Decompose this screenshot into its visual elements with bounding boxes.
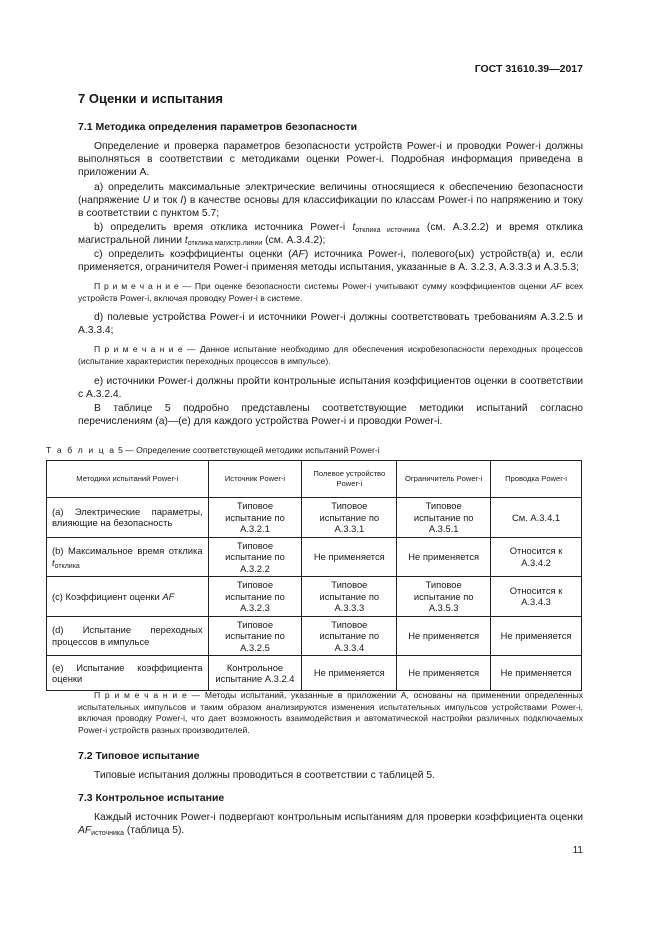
section-7-title: 7 Оценки и испытания — [78, 91, 223, 106]
table-cell: Типовое испытание по А.3.2.3 — [208, 577, 302, 617]
table-cell: Типовое испытание по А.3.5.1 — [397, 498, 491, 538]
table-cell: (b) Максимальное время отклика $t_{отклика}$ — [47, 537, 209, 577]
table-cell: (d) Испытание переходных процессов в импульсе — [47, 616, 209, 656]
table-row — [47, 656, 582, 691]
note-1: П р и м е ч а н и е — При оценке безопасности системы Power-i учитывают сумму коэффициентов оценки AF всех устройств Power-i, включая проводку Power-i в системе. — [78, 281, 584, 303]
item-e: e) источники Power-i должны пройти контрольные испытания коэффициентов оценки в соответствии с А.3.2.4. — [78, 376, 583, 401]
page-number: 11 — [572, 845, 583, 856]
table-row — [47, 498, 582, 538]
table-header-cell: Ограничитель Power-i — [397, 461, 491, 498]
item-d: d) полевые устройства Power-i и источники Power-i должны соответствовать требованиям А.3.2.5 и А.3.3.4; — [78, 312, 583, 337]
section-7-3-title: 7.3 Контрольное испытание — [78, 792, 225, 804]
table-row — [47, 616, 582, 656]
table-5 — [46, 460, 582, 691]
table-header-cell: Полевое устройство Power-i — [302, 461, 397, 498]
table-cell: Относится к А.3.4.3 — [491, 577, 582, 617]
note-2: П р и м е ч а н и е — Данное испытание необходимо для обеспечения искробезопасности переходных процессов (испытание характеристик переходных процессов в импульсе). — [78, 344, 583, 366]
table-cell: Не применяется — [397, 616, 491, 656]
table-cell: Не применяется — [397, 537, 491, 577]
section-7-3-text: Каждый источник Power-i подвергают контрольным испытаниям для проверки коэффициента оценки $AF_{источника}$ (таблица 5). — [78, 812, 583, 838]
table-5-caption: Т а б л и ц а 5 — Определение соответствующей методики испытаний Power-i — [46, 445, 380, 455]
table-cell: Не применяется — [491, 616, 582, 656]
table-cell: (а) Электрические параметры, влияющие на безопасность — [47, 498, 209, 538]
item-c: c) определить коэффициенты оценки (AF) источника Power-i, полевого(ых) устройств(а) и, если применяется, ограничителя Power-i применяя методы испытания, указанные в А. 3.2.3, А.3.3.3 и А.3.5.3; — [78, 249, 583, 274]
table-row — [47, 537, 582, 577]
table-cell: Типовое испытание по А.3.5.3 — [397, 577, 491, 617]
table-cell: Относится к А.3.4.2 — [491, 537, 582, 577]
table-cell: Не применяется — [302, 656, 397, 691]
table-cell: Типовое испытание по А.3.2.5 — [208, 616, 302, 656]
section-7-2-text: Типовые испытания должны проводиться в соответствии с таблицей 5. — [94, 770, 435, 781]
table-cell: Типовое испытание по А.3.3.1 — [302, 498, 397, 538]
table-cell: Не применяется — [491, 656, 582, 691]
table-cell: (e) Испытание коэффициента оценки — [47, 656, 209, 691]
table-cell: См. А.3.4.1 — [491, 498, 582, 538]
table-header-cell: Проводка Power-i — [491, 461, 582, 498]
table-cell: Типовое испытание по А.3.2.2 — [208, 537, 302, 577]
item-b: b) определить время отклика источника Power-i $t_{отклика источника}$ (см. А.3.2.2) и время отклика магистральной линии $t_{отклика магистр.линии}$ (см. А.3.4.2); — [78, 222, 583, 248]
note-3: П р и м е ч а н и е — Методы испытаний, указанные в приложении А, основаны на применении определенных испытательных импульсов и таким образом анализируются изменения испытательных импульсов устройствами Power-i, включая проводку Power-i, что дает возможность взаимодействия и автоматической настройки различных подключаемых Power-i устройств разных производителей. — [78, 690, 584, 735]
section-7-2-title: 7.2 Типовое испытание — [78, 750, 200, 762]
intro-paragraph: Определение и проверка параметров безопасности устройств Power-i и проводки Power-i должны выполняться в соответствии с методиками оценки Power-i. Подробная информация приведена в приложении А. — [78, 141, 583, 179]
table-header-row — [47, 461, 582, 498]
table-cell: Типовое испытание по А.3.3.4 — [302, 616, 397, 656]
section-7-1-title: 7.1 Методика определения параметров безопасности — [78, 121, 358, 133]
table-header-cell: Источник Power-i — [208, 461, 302, 498]
table-cell: Не применяется — [397, 656, 491, 691]
table-cell: Контрольное испытание А.3.2.4 — [208, 656, 302, 691]
table-cell: Типовое испытание по А.3.2.1 — [208, 498, 302, 538]
table-cell: Типовое испытание по А.3.3.3 — [302, 577, 397, 617]
standard-code: ГОСТ 31610.39—2017 — [474, 63, 583, 75]
item-a: а) определить максимальные электрические величины относящиеся к обеспечению безопасности (напряжение U и ток I) в качестве основы для классификации по классам Power-i по напряжению и току в соответствии с пунктом 5.7; — [78, 182, 583, 220]
table-intro-paragraph: В таблице 5 подробно представлены соответствующие методики испытаний согласно перечислениям (а)—(е) для каждого устройства Power-i и проводки Power-i. — [78, 403, 583, 428]
table-cell: (c) Коэффициент оценки AF — [47, 577, 209, 617]
table-row — [47, 577, 582, 617]
table-header-cell: Методики испытаний Power-i — [47, 461, 209, 498]
table-cell: Не применяется — [302, 537, 397, 577]
